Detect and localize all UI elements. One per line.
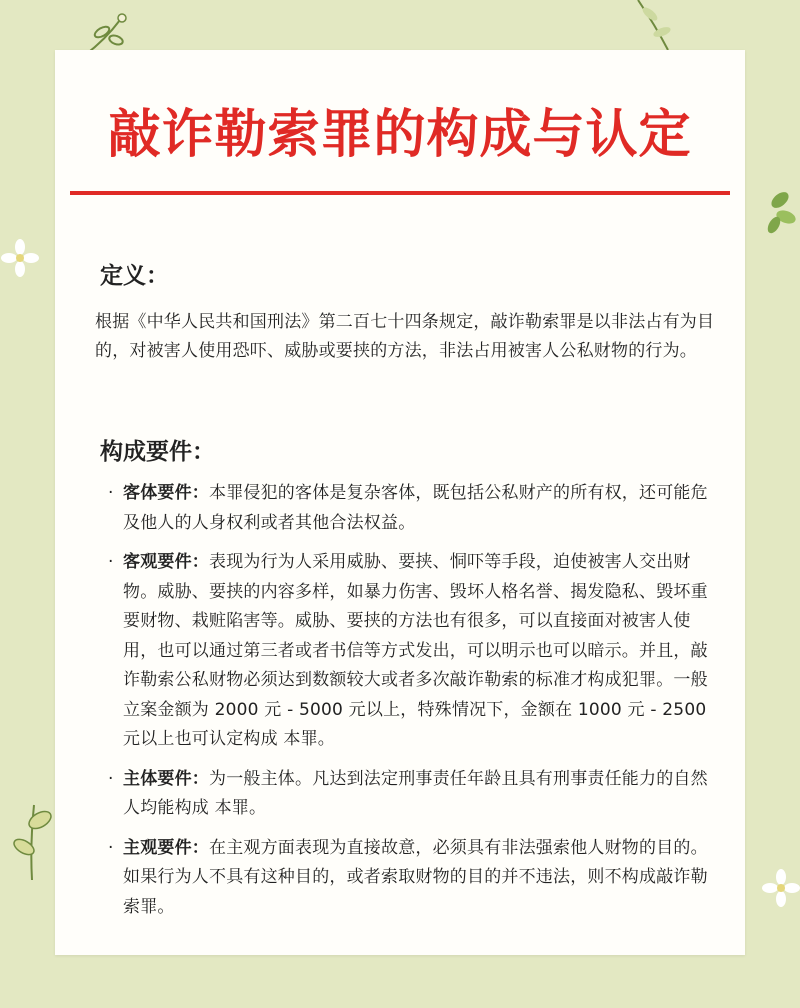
- branch-icon: [630, 0, 690, 55]
- leaf-cluster-icon: [758, 185, 800, 240]
- requirement-term: 主观要件：: [123, 837, 209, 858]
- requirement-term: 客观要件：: [123, 552, 209, 572]
- requirement-text: 在主观方面表现为直接故意，必须具有非法强索他人财物的目的。如果行为人不具有这种目的，或者索取财物的目的并不违法，则不构成敲诈勒索罪。: [123, 837, 708, 917]
- requirements-list: [108, 479, 708, 932]
- title-divider: [70, 191, 730, 195]
- content-card: [55, 50, 745, 955]
- requirement-text: 为一般主体。凡达到法定刑事责任年龄且具有刑事责任能力的自然人均能构成 本罪。: [123, 768, 708, 818]
- list-item: [108, 479, 708, 538]
- requirement-term: 主体要件：: [123, 768, 209, 789]
- leaf-sprig-icon: [10, 795, 55, 880]
- page-title: 敲诈勒索罪的构成与认定: [108, 105, 692, 165]
- list-item: [108, 834, 708, 923]
- list-item: [108, 765, 708, 824]
- list-item: [108, 548, 708, 755]
- bullet: ·: [108, 552, 114, 572]
- bullet: ·: [108, 837, 114, 858]
- bullet: ·: [108, 483, 114, 503]
- requirement-text: 本罪侵犯的客体是复杂客体，既包括公私财产的所有权，还可能危及他人的人身权利或者其他合法权益。: [123, 483, 708, 533]
- requirement-term: 客体要件：: [123, 483, 209, 503]
- bullet: ·: [108, 768, 114, 789]
- requirement-text: 表现为行为人采用威胁、要挟、恫吓等手段，迫使被害人交出财物。威胁、要挟的内容多样，如暴力伤害、毁坏人格名誉、揭发隐私、毁坏重要财物、栽赃陷害等。威胁、要挟的方法也有很多，可以直接面对被害人使用，也可以通过第三者或者书信等方式发出，可以明示也可以暗示。并且，敲诈勒索公私财物必须达到数额较大或者多次敲诈勒索的标准才构成犯罪。一般立案金额为 2000 元 - 5000 元以上，特殊情况下，金额在 1000 元 - 2500 元以上也可认定构成 本罪。: [123, 552, 708, 749]
- flower-icon: [0, 238, 40, 278]
- definition-text: 根据《中华人民共和国刑法》第二百七十四条规定，敲诈勒索罪是以非法占有为目的，对被害人使用恐吓、威胁或要挟的方法，非法占用被害人公私财物的行为。: [95, 312, 715, 361]
- flower-icon: [762, 868, 800, 910]
- definition-heading: 定义：: [100, 263, 169, 289]
- requirements-heading: 构成要件：: [100, 439, 215, 465]
